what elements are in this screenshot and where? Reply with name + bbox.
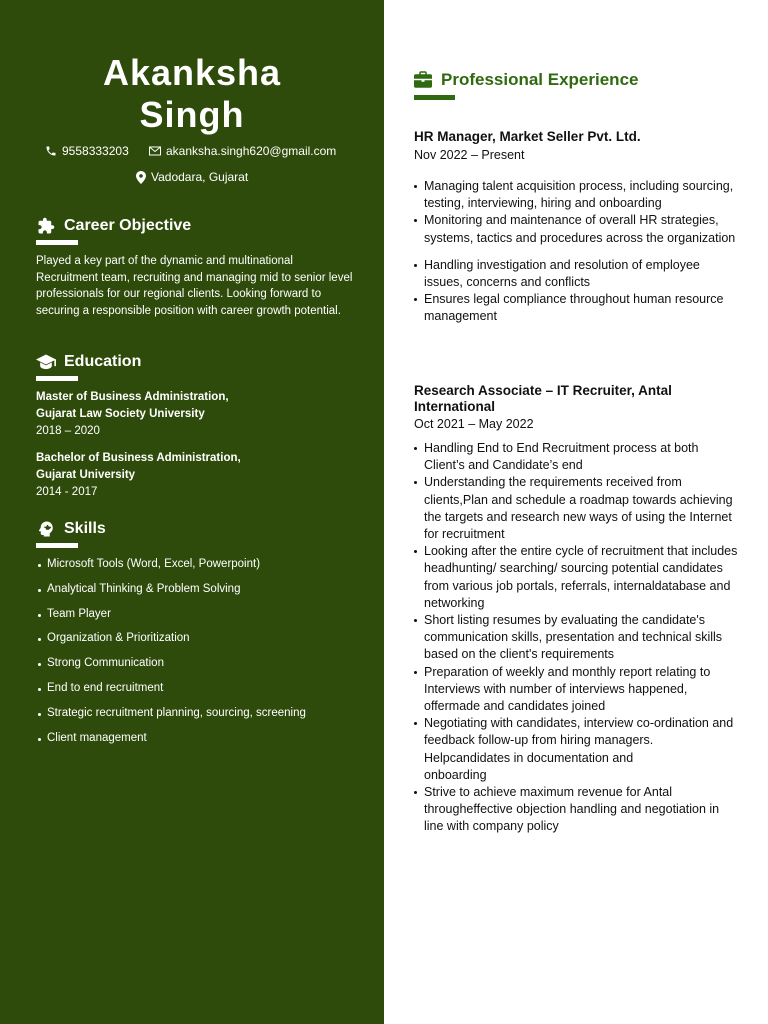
contact-phone xyxy=(45,144,129,158)
list-item: Strive to achieve maximum revenue for Antal througheffective objection handling and negotiation in line with company policy xyxy=(412,784,742,836)
contact-location xyxy=(136,170,248,184)
education-heading xyxy=(36,352,141,372)
skills-list xyxy=(38,556,368,754)
list-item: Monitoring and maintenance of overall HR strategies, systems, tactics and procedures across the organization xyxy=(412,212,742,246)
job-bullets xyxy=(412,178,742,326)
job-title: HR Manager, Market Seller Pvt. Ltd. xyxy=(414,129,641,144)
job-bullets xyxy=(412,440,742,836)
list-item: Organization & Prioritization xyxy=(38,630,368,655)
section-underline xyxy=(36,376,78,381)
list-item: Analytical Thinking & Problem Solving xyxy=(38,581,368,606)
section-underline xyxy=(36,543,78,548)
list-item: Understanding the requirements received from clients,Plan and schedule a roadmap towards achieving the targets and research new ways of using the Internet for recruitment xyxy=(412,474,742,543)
list-item: Managing talent acquisition process, including sourcing, testing, interviewing, hiring and onboarding xyxy=(412,178,742,212)
briefcase-icon xyxy=(414,71,432,89)
list-item: Microsoft Tools (Word, Excel, Powerpoint) xyxy=(38,556,368,581)
education-item xyxy=(36,450,241,501)
experience-heading xyxy=(414,70,638,90)
list-item: Handling investigation and resolution of employee issues, concerns and conflicts xyxy=(412,257,742,291)
list-item: Strong Communication xyxy=(38,655,368,680)
degree: Bachelor of Business Administration, xyxy=(36,452,241,464)
list-item: Team Player xyxy=(38,606,368,631)
phone-icon xyxy=(45,145,57,157)
section-underline xyxy=(414,95,455,100)
years: 2018 – 2020 xyxy=(36,425,100,437)
envelope-icon xyxy=(149,146,161,156)
list-item: Short listing resumes by evaluating the candidate's communication skills, presentation and technical skills xyxy=(412,612,742,646)
puzzle-icon xyxy=(36,216,56,236)
list-item: Negotiating with candidates, interview co-ordination and feedback follow-up from hiring managers. Helpcandidates in documentation and xyxy=(412,715,742,767)
career-objective-text: Played a key part of the dynamic and multinational Recruitment team, recruiting and managing mid to senior level professionals for our regional clients. Looking forward to securing a responsible position with career growth potential. xyxy=(36,255,353,317)
career-objective-heading xyxy=(36,216,191,236)
job-title: Research Associate – IT Recruiter, Antal International xyxy=(414,383,672,414)
list-item: Ensures legal compliance throughout human resource management xyxy=(412,291,742,325)
phone-text: 9558333203 xyxy=(62,144,129,158)
list-item-continuation: based on the client's requirements xyxy=(424,647,614,662)
skills-title: Skills xyxy=(64,520,106,537)
years: 2014 - 2017 xyxy=(36,486,98,498)
job-dates: Oct 2021 – May 2022 xyxy=(414,417,534,431)
list-item-continuation: onboarding xyxy=(424,767,487,782)
education-title: Education xyxy=(64,353,142,370)
section-underline xyxy=(36,240,78,245)
list-item: End to end recruitment xyxy=(38,680,368,705)
institution: Gujarat University xyxy=(36,469,136,481)
graduation-cap-icon xyxy=(36,352,56,372)
career-objective-title: Career Objective xyxy=(64,217,192,234)
degree: Master of Business Administration, xyxy=(36,391,229,403)
last-name: Singh xyxy=(139,94,245,135)
location-pin-icon xyxy=(136,171,146,184)
institution: Gujarat Law Society University xyxy=(36,408,205,420)
list-item: Preparation of weekly and monthly report relating to Interviews with number of interviews happened, offermade and candidates joined xyxy=(412,664,742,716)
list-item: Looking after the entire cycle of recruitment that includes headhunting/ searching/ sourcing potential candidates from various job portals, referrals, internaldatabase and networking xyxy=(412,543,742,612)
list-item: Strategic recruitment planning, sourcing, screening xyxy=(38,705,368,730)
candidate-name xyxy=(0,52,384,136)
list-item: Handling End to End Recruitment process at both Client’s and Candidate’s end xyxy=(412,440,742,474)
email-text: akanksha.singh620@gmail.com xyxy=(166,144,337,158)
contact-email xyxy=(149,144,336,158)
experience-title: Professional Experience xyxy=(441,70,639,89)
location-text: Vadodara, Gujarat xyxy=(151,170,249,184)
skills-heading xyxy=(36,519,106,539)
head-gear-icon xyxy=(36,519,56,539)
first-name: Akanksha xyxy=(102,52,282,93)
job-dates: Nov 2022 – Present xyxy=(414,148,525,162)
education-item xyxy=(36,389,229,440)
list-item: Client management xyxy=(38,730,368,755)
